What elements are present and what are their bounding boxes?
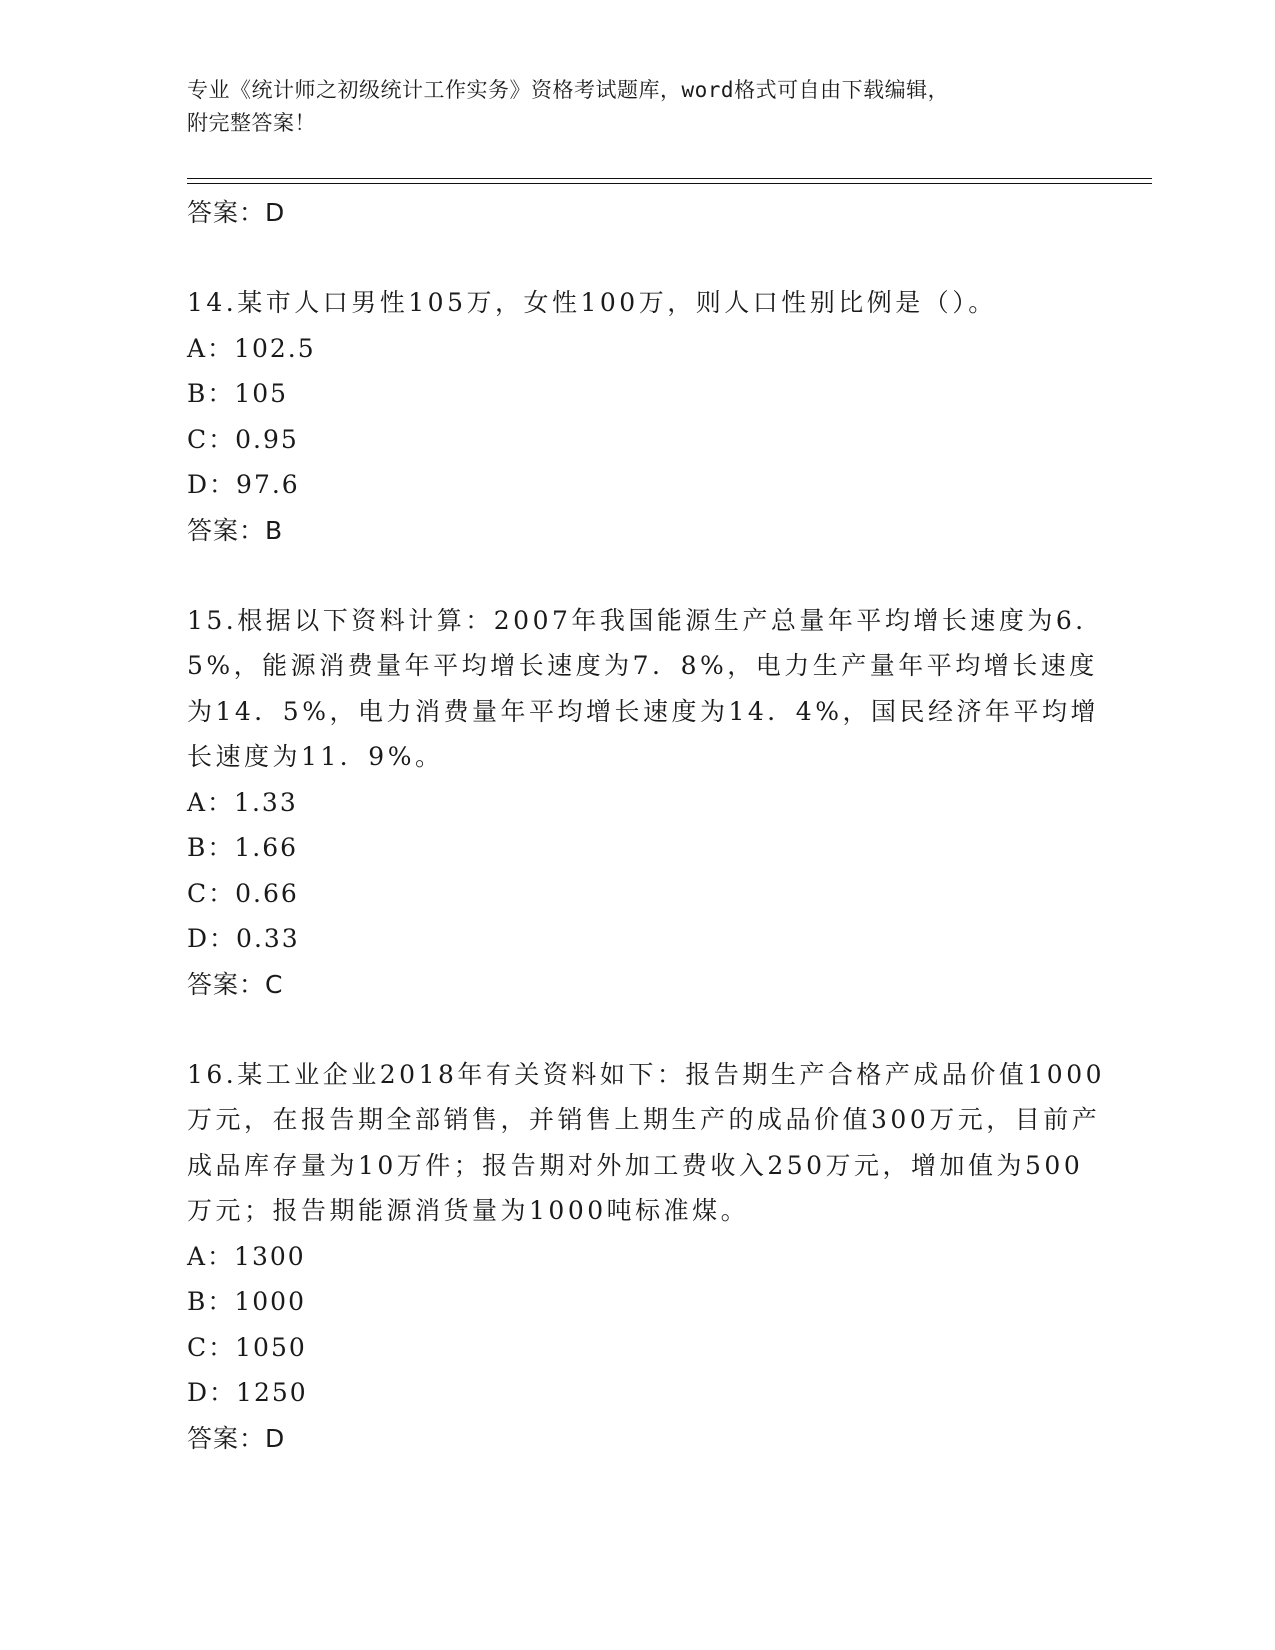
header-line-1: 专业《统计师之初级统计工作实务》资格考试题库，word格式可自由下载编辑， [187,78,950,102]
header-line-2: 附完整答案！ [187,111,316,135]
question-14 [187,280,1107,553]
question-15 [187,598,1107,1007]
option-d: D：97.6 [187,470,300,499]
header-divider-bottom [187,183,1152,184]
option-b: B：105 [187,379,289,408]
option-c: C：0.66 [187,878,299,908]
header-divider-top [187,178,1152,179]
option-d: D：1250 [187,1378,308,1407]
page-header [187,74,1087,140]
question-16 [187,1052,1107,1461]
question-text: 16.某工业企业2018年有关资料如下：报告期生产合格产成品价值1000万元，在报告期全部销售，并销售上期生产的成品价值300万元，目前产成品库存量为10万件；报告期对外加工费收入250万元，增加值为500万元；报告期能源消货量为1000吨标准煤。 [187,1059,1106,1225]
option-a: A：102.5 [187,333,316,363]
option-b: B：1000 [187,1287,306,1316]
answer: 答案：C [187,969,284,999]
answer: 答案：B [187,515,284,545]
question-text: 14.某市人口男性105万，女性100万，则人口性别比例是（）。 [187,288,997,317]
option-c: C：1050 [187,1332,307,1362]
previous-answer: 答案：D [187,198,286,227]
option-b: B：1.66 [187,833,299,862]
option-d: D：0.33 [187,924,300,953]
answer: 答案：D [187,1423,286,1453]
option-a: A：1.33 [187,787,298,817]
option-c: C：0.95 [187,424,299,454]
question-text: 15.根据以下资料计算：2007年我国能源生产总量年平均增长速度为6．5%，能源消费量年平均增长速度为7．8%，电力生产量年平均增长速度为14．5%，电力消费量年平均增长速度为14．4%，国民经济年平均增长速度为11．9%。 [187,605,1104,771]
question-list [187,190,1107,1461]
option-a: A：1300 [187,1241,306,1271]
